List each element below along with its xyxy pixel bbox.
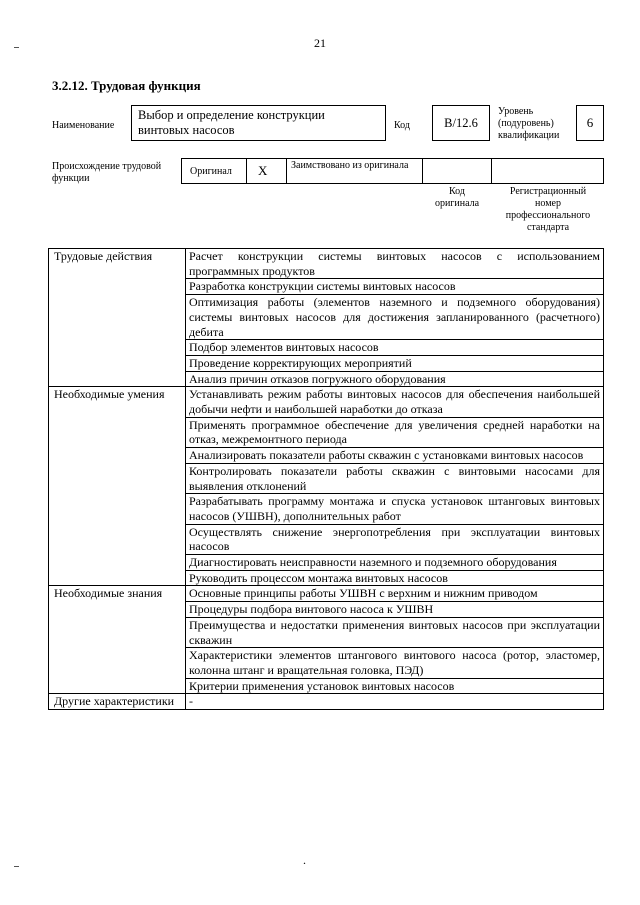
section-category: Необходимые знания xyxy=(49,586,186,694)
table-cell: Диагностировать неисправности наземного и подземного оборудования xyxy=(186,555,604,571)
page-number: 21 xyxy=(314,36,326,50)
table-cell: Основные принципы работы УШВН с верхним и нижним приводом xyxy=(186,586,604,602)
table-row xyxy=(49,586,604,602)
table-cell: Руководить процессом монтажа винтовых насосов xyxy=(186,570,604,586)
table-cell: Анализ причин отказов погружного оборудования xyxy=(186,371,604,387)
divider xyxy=(246,158,247,184)
table-cell: Оптимизация работы (элементов наземного и подземного оборудования) системы винтовых насосов для достижения запланированного (расчетного) дебита xyxy=(186,295,604,340)
table-cell: Контролировать показатели работы скважин с винтовыми насосами для выявления отклонений xyxy=(186,463,604,493)
table-cell: Осуществлять снижение энергопотребления при эксплуатации винтовых насосов xyxy=(186,524,604,554)
section-category: Другие характеристики xyxy=(49,694,186,710)
divider xyxy=(422,158,423,184)
level-label: Уровень (подуровень) квалификации xyxy=(498,106,560,141)
table-cell: Проведение корректирующих мероприятий xyxy=(186,355,604,371)
section-category: Необходимые умения xyxy=(49,387,186,586)
name-label: Наименование xyxy=(52,120,115,131)
table-cell: Преимущества и недостатки применения винтовых насосов при эксплуатации скважин xyxy=(186,617,604,647)
table-row xyxy=(49,387,604,417)
level-box xyxy=(576,105,604,141)
code-box xyxy=(432,105,490,141)
original-label: Оригинал xyxy=(190,166,232,177)
divider xyxy=(286,158,287,184)
table-cell: Характеристики элементов штангового винтового насоса (ротор, эластомер, колонна штанг и вращательная головка, ПЭД) xyxy=(186,648,604,678)
borrowed-label: Заимствовано из оригинала xyxy=(291,160,409,171)
table-cell: Расчет конструкции системы винтовых насосов с использованием программных продуктов xyxy=(186,249,604,279)
table-cell: Анализировать показатели работы скважин с установками винтовых насосов xyxy=(186,448,604,464)
table-row xyxy=(49,249,604,279)
margin-mark xyxy=(14,47,19,48)
table-cell: Применять программное обеспечение для увеличения средней наработки на отказ, межремонтного периода xyxy=(186,417,604,447)
table-cell: - xyxy=(186,694,604,710)
table-cell: Разработка конструкции системы винтовых насосов xyxy=(186,279,604,295)
function-name-box xyxy=(131,105,386,141)
table-cell: Устанавливать режим работы винтовых насосов для обеспечения наибольшей добычи нефти и наибольшей наработки до отказа xyxy=(186,387,604,417)
table-cell: Разрабатывать программу монтажа и спуска установок штанговых винтовых насосов (УШВН), дополнительных работ xyxy=(186,494,604,524)
table-row xyxy=(49,694,604,710)
code-value: В/12.6 xyxy=(444,115,478,130)
table-cell: Процедуры подбора винтового насоса к УШВН xyxy=(186,602,604,618)
footer-mark: . xyxy=(303,853,306,867)
section-category: Трудовые действия xyxy=(49,249,186,387)
section-title: 3.2.12. Трудовая функция xyxy=(52,78,201,93)
table-cell: Подбор элементов винтовых насосов xyxy=(186,340,604,356)
origin-label: Происхождение трудовой функции xyxy=(52,161,162,184)
function-name-value: Выбор и определение конструкции винтовых насосов xyxy=(138,108,325,137)
level-value: 6 xyxy=(586,115,594,130)
code-original-caption: Код оригинала xyxy=(434,186,480,209)
function-table xyxy=(48,248,604,710)
margin-mark xyxy=(14,866,19,867)
code-label: Код xyxy=(394,120,410,131)
reg-number-caption: Регистрационный номер профессионального стандарта xyxy=(505,186,591,233)
table-cell: Критерии применения установок винтовых насосов xyxy=(186,678,604,694)
original-mark: X xyxy=(258,163,268,178)
divider xyxy=(491,158,492,184)
